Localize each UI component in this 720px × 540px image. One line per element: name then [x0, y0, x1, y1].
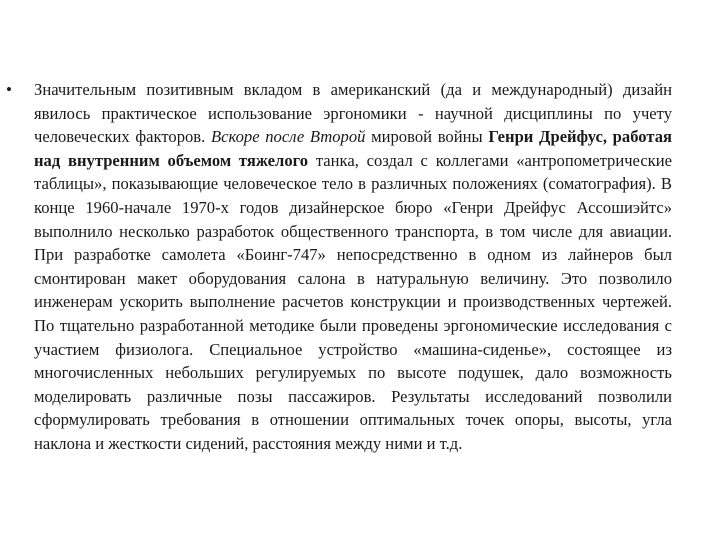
text-run-intro: Значительным позитивным вкладом в американский (да и международный) дизайн явилось практическое использование эргономики - научной дисциплины по учету человеческих факторов.: [34, 80, 672, 147]
body-paragraph: [34, 78, 672, 456]
text-run-bold: Генри Дрейфус, работая над внутренним объемом тяжелого: [34, 127, 672, 170]
text-run-italic: Вскоре после Второй: [210, 127, 366, 147]
text-run-war: мировой войны: [365, 127, 489, 147]
text-run-main: танка, создал с коллегами «антропометрические таблицы», показывающие человеческое тело в различных положениях (соматография). В конце 1960-начале 1970-х годов дизайнерское бюро «Генри Дрейфус Ассошиэйтс» выполнило несколько разработок общественного транспорта, в том числе для авиации. При разработке самолета «Боинг-747» непосредственно в одном из лайнеров был смонтирован макет оборудования салона в натуральную величину. Это позволило инженерам ускорить выполнение расчетов конструкции и производственных чертежей. По тщательно разработанной методике были проведены эргономические исследования с участием физиолога. Специальное устройство «машина-сиденье», состоящее из многочисленных небольших регулируемых по высоте подушек, дало возможность моделировать различные позы пассажиров. Результаты исследований позволили сформулировать требования в отношении оптимальных точек опоры, высоты, угла наклона и жесткости сидений, расстояния между ними и т.д.: [34, 150, 672, 453]
bullet-point: •: [6, 80, 12, 99]
